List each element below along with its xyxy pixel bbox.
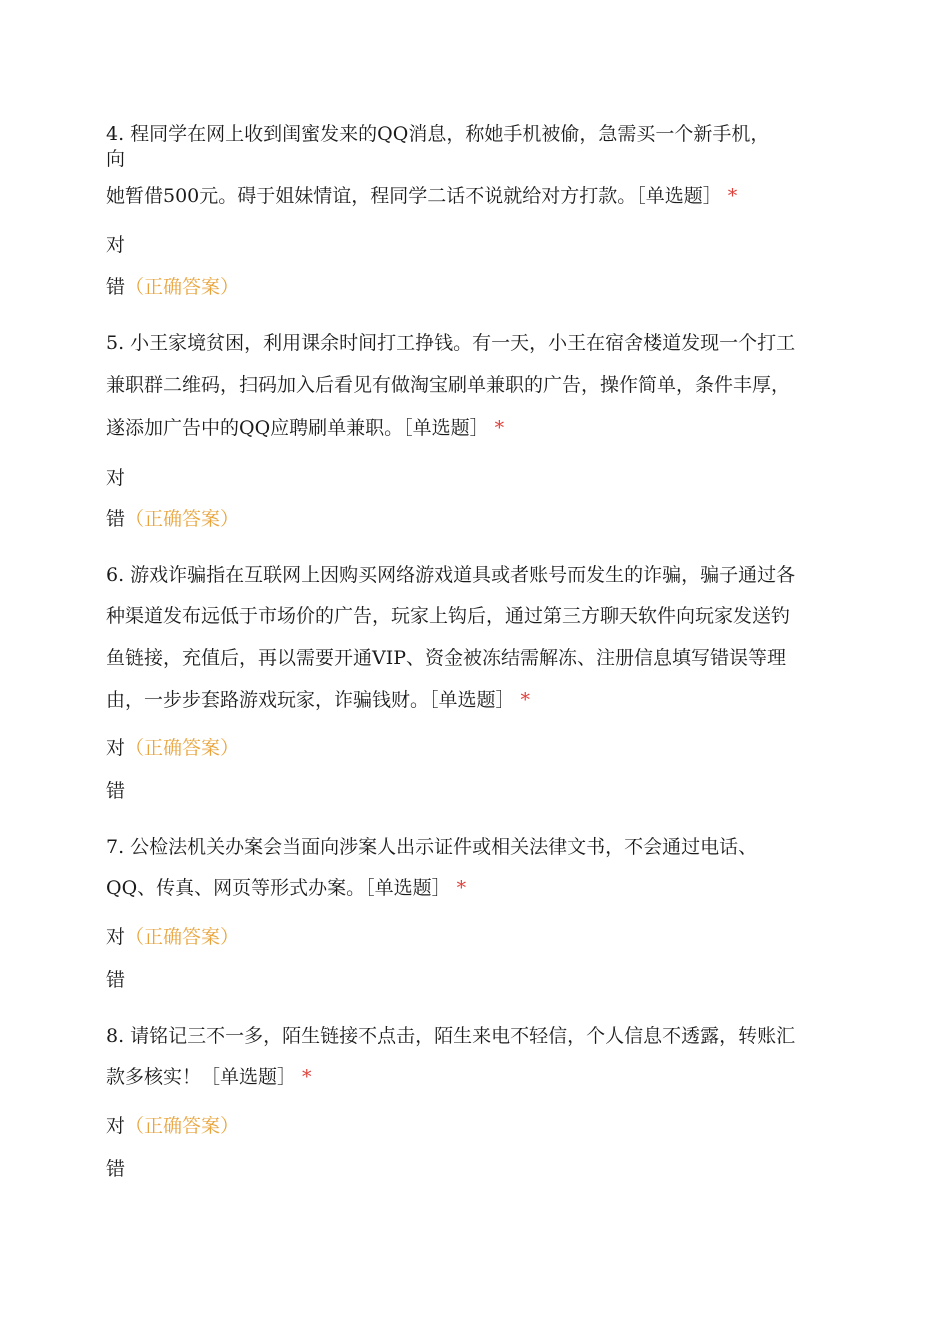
question-text-line: 7. 公检法机关办案会当面向涉案人出示证件或相关法律文书，不会通过电话、 bbox=[106, 836, 758, 858]
question-text-line: 8. 请铭记三不一多，陌生链接不点击，陌生来电不轻信，个人信息不透露，转账汇 bbox=[106, 1025, 796, 1047]
question-text-line bbox=[106, 184, 737, 208]
required-marker: * bbox=[456, 877, 467, 899]
question-text-segment: 遂添加广告中的QQ应聘刷单兼职。［单选题］ bbox=[106, 417, 489, 439]
option-false[interactable] bbox=[106, 507, 239, 531]
correct-answer-note: （正确答案） bbox=[125, 1115, 240, 1137]
option-true[interactable] bbox=[106, 466, 125, 490]
correct-answer-note: （正确答案） bbox=[125, 508, 240, 530]
option-label: 对 bbox=[106, 234, 126, 256]
question-text-line: 6. 游戏诈骗指在互联网上因购买网络游戏道具或者账号而发生的诈骗，骗子通过各 bbox=[106, 564, 796, 586]
option-true[interactable] bbox=[106, 925, 239, 949]
option-true[interactable] bbox=[106, 736, 239, 760]
option-label: 错 bbox=[106, 276, 126, 298]
question-text-line bbox=[106, 1065, 312, 1089]
question-text-line bbox=[106, 688, 530, 712]
question-text-segment: 她暂借500元。碍于姐妹情谊，程同学二话不说就给对方打款。［单选题］ bbox=[106, 185, 722, 207]
question-text-line: 5. 小王家境贫困，利用课余时间打工挣钱。有一天，小王在宿舍楼道发现一个打工 bbox=[106, 332, 796, 354]
question-text-line: 向 bbox=[106, 148, 126, 170]
correct-answer-note: （正确答案） bbox=[125, 737, 240, 759]
option-false[interactable] bbox=[106, 1157, 125, 1181]
option-false[interactable] bbox=[106, 968, 125, 992]
option-label: 对 bbox=[106, 926, 126, 948]
question-text-line: 鱼链接，充值后，再以需要开通VIP、资金被冻结需解冻、注册信息填写错误等理 bbox=[106, 647, 787, 669]
option-true[interactable] bbox=[106, 1114, 239, 1138]
question-text-line: 种渠道发布远低于市场价的广告，玩家上钩后，通过第三方聊天软件向玩家发送钓 bbox=[106, 605, 791, 627]
required-marker: * bbox=[520, 689, 531, 711]
question-text-line bbox=[106, 876, 466, 900]
question-text-line: 4. 程同学在网上收到闺蜜发来的QQ消息，称她手机被偷，急需买一个新手机， bbox=[106, 123, 770, 145]
question-text-segment: 由，一步步套路游戏玩家，诈骗钱财。［单选题］ bbox=[106, 689, 515, 711]
option-label: 错 bbox=[106, 969, 126, 991]
option-label: 对 bbox=[106, 467, 126, 489]
option-label: 错 bbox=[106, 508, 126, 530]
option-false[interactable] bbox=[106, 275, 239, 299]
option-label: 对 bbox=[106, 737, 126, 759]
correct-answer-note: （正确答案） bbox=[125, 926, 240, 948]
option-label: 错 bbox=[106, 780, 126, 802]
correct-answer-note: （正确答案） bbox=[125, 276, 240, 298]
option-label: 错 bbox=[106, 1158, 126, 1180]
required-marker: * bbox=[494, 417, 505, 439]
question-text-line: 兼职群二维码，扫码加入后看见有做淘宝刷单兼职的广告，操作简单，条件丰厚， bbox=[106, 374, 791, 396]
option-label: 对 bbox=[106, 1115, 126, 1137]
required-marker: * bbox=[302, 1066, 312, 1088]
question-text-segment: QQ、传真、网页等形式办案。［单选题］ bbox=[106, 877, 451, 899]
option-true[interactable] bbox=[106, 233, 125, 257]
required-marker: * bbox=[727, 185, 738, 207]
question-text-segment: 款多核实！［单选题］ bbox=[106, 1066, 297, 1088]
option-false[interactable] bbox=[106, 779, 125, 803]
question-text-line bbox=[106, 416, 504, 440]
